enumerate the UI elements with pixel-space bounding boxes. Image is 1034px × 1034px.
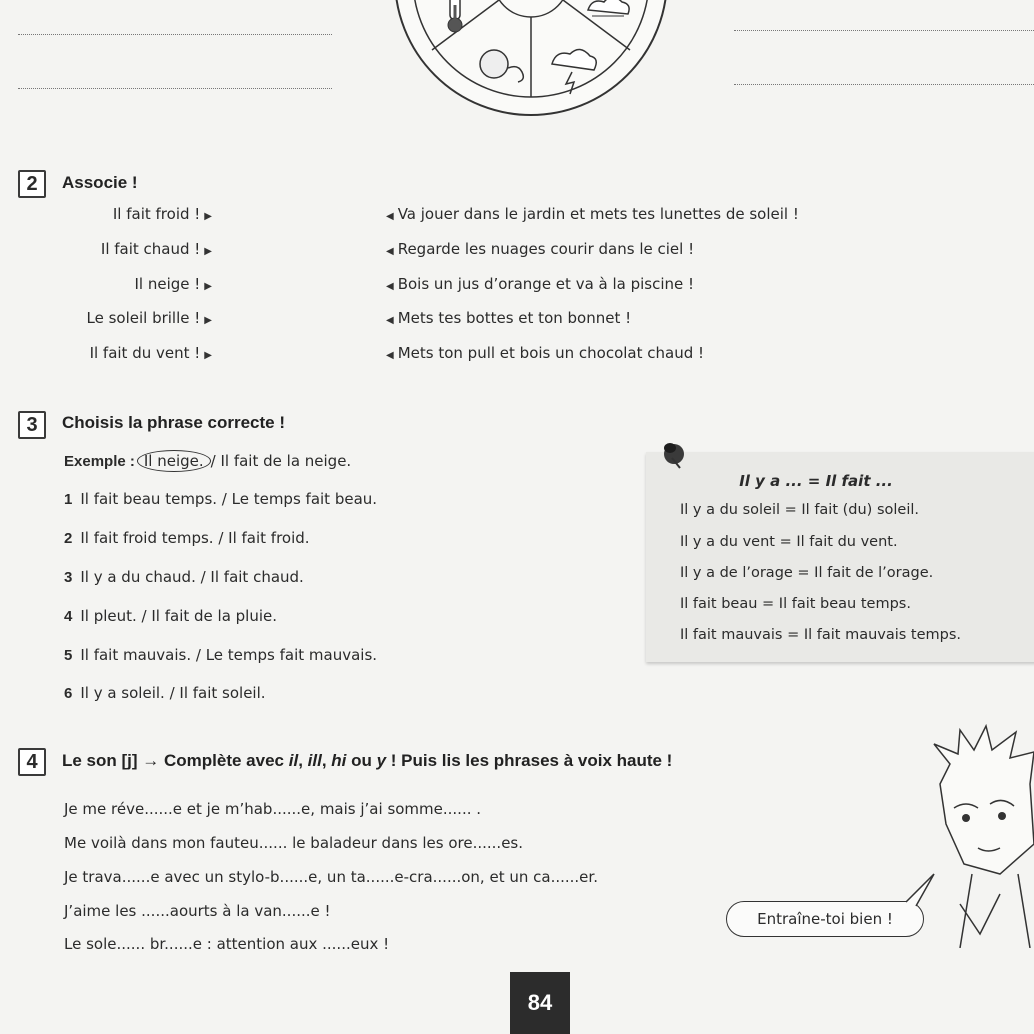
match-left-item[interactable]: Il fait froid ! ▶ <box>112 205 212 223</box>
note-row: Il fait beau = Il fait beau temps. <box>680 596 911 612</box>
note-row: Il y a du soleil = Il fait (du) soleil. <box>680 502 919 518</box>
example-rest: / Il fait de la neige. <box>210 452 352 470</box>
note-title: Il y a ... = Il fait ... <box>739 472 893 490</box>
match-right-item[interactable]: ◀ Va jouer dans le jardin et mets tes lunettes de soleil ! <box>386 205 799 223</box>
grammar-note-card <box>646 452 1034 662</box>
choice-item[interactable]: 2 Il fait froid temps. / Il fait froid. <box>64 529 310 547</box>
arrow-left-icon: ◀ <box>386 211 394 222</box>
arrow-left-icon: ◀ <box>386 246 394 257</box>
section-title: Le son [j] → Complète avec il, ill, hi ou y ! Puis lis les phrases à voix haute ! <box>62 751 673 770</box>
arrow-left-icon: ◀ <box>386 315 394 326</box>
section-number: 3 <box>18 411 46 439</box>
match-left-item[interactable]: Le soleil brille ! ▶ <box>86 309 212 327</box>
boy-illustration <box>920 724 1034 948</box>
choice-item[interactable]: 6 Il y a soleil. / Il fait soleil. <box>64 684 266 702</box>
fill-in-line[interactable]: Le sole...... br......e : attention aux ......eux ! <box>64 935 390 953</box>
note-row: Il y a de l’orage = Il fait de l’orage. <box>680 565 934 581</box>
fill-in-line[interactable]: Je me réve......e et je m’hab......e, mais j’ai somme...... . <box>64 800 482 818</box>
section-number: 4 <box>18 748 46 776</box>
section-title: Associe ! <box>62 173 138 192</box>
answer-line[interactable] <box>18 88 332 89</box>
answer-line[interactable] <box>18 34 332 35</box>
answer-line[interactable] <box>734 84 1034 85</box>
match-right-item[interactable]: ◀ Mets tes bottes et ton bonnet ! <box>386 309 632 327</box>
match-left-item[interactable]: Il fait du vent ! ▶ <box>89 344 212 362</box>
choice-item[interactable]: 3 Il y a du chaud. / Il fait chaud. <box>64 568 304 586</box>
thermometer-icon <box>448 0 462 32</box>
arrow-right-icon: ▶ <box>204 350 212 361</box>
match-right-item[interactable]: ◀ Regarde les nuages courir dans le ciel ! <box>386 240 695 258</box>
example-label: Exemple : <box>64 453 135 470</box>
match-right-item[interactable]: ◀ Bois un jus d’orange et va à la piscine ! <box>386 275 695 293</box>
arrow-right-icon: ▶ <box>204 315 212 326</box>
fill-in-line[interactable]: Je trava......e avec un stylo-b......e, un ta......e-cra......on, et un ca......er. <box>64 868 598 886</box>
note-row: Il y a du vent = Il fait du vent. <box>680 534 898 550</box>
example-row <box>64 452 351 470</box>
arrow-right-icon: ▶ <box>204 281 212 292</box>
page-number: 84 <box>510 972 570 1034</box>
fill-in-line[interactable]: J’aime les ......aourts à la van......e ! <box>64 902 331 920</box>
answer-line[interactable] <box>734 30 1034 31</box>
match-right-item[interactable]: ◀ Mets ton pull et bois un chocolat chaud ! <box>386 344 705 362</box>
arrow-right-icon: ▶ <box>204 246 212 257</box>
arrow-left-icon: ◀ <box>386 281 394 292</box>
arrow-left-icon: ◀ <box>386 350 394 361</box>
note-row: Il fait mauvais = Il fait mauvais temps. <box>680 627 962 643</box>
section-title: Choisis la phrase correcte ! <box>62 413 285 432</box>
choice-item[interactable]: 4 Il pleut. / Il fait de la pluie. <box>64 607 278 625</box>
arrow-right-icon: ▶ <box>204 211 212 222</box>
weather-wheel-illustration <box>392 0 670 118</box>
section-number: 2 <box>18 170 46 198</box>
pushpin-icon <box>650 432 690 472</box>
speech-bubble-tail <box>900 870 940 910</box>
match-left-item[interactable]: Il fait chaud ! ▶ <box>100 240 212 258</box>
choice-item[interactable]: 5 Il fait mauvais. / Le temps fait mauvais. <box>64 646 378 664</box>
choice-item[interactable]: 1 Il fait beau temps. / Le temps fait beau. <box>64 490 378 508</box>
speech-bubble: Entraîne-toi bien ! <box>726 901 924 937</box>
match-left-item[interactable]: Il neige ! ▶ <box>134 275 212 293</box>
circled-answer: Il neige. <box>137 450 211 472</box>
fill-in-line[interactable]: Me voilà dans mon fauteu...... le baladeur dans les ore......es. <box>64 834 524 852</box>
